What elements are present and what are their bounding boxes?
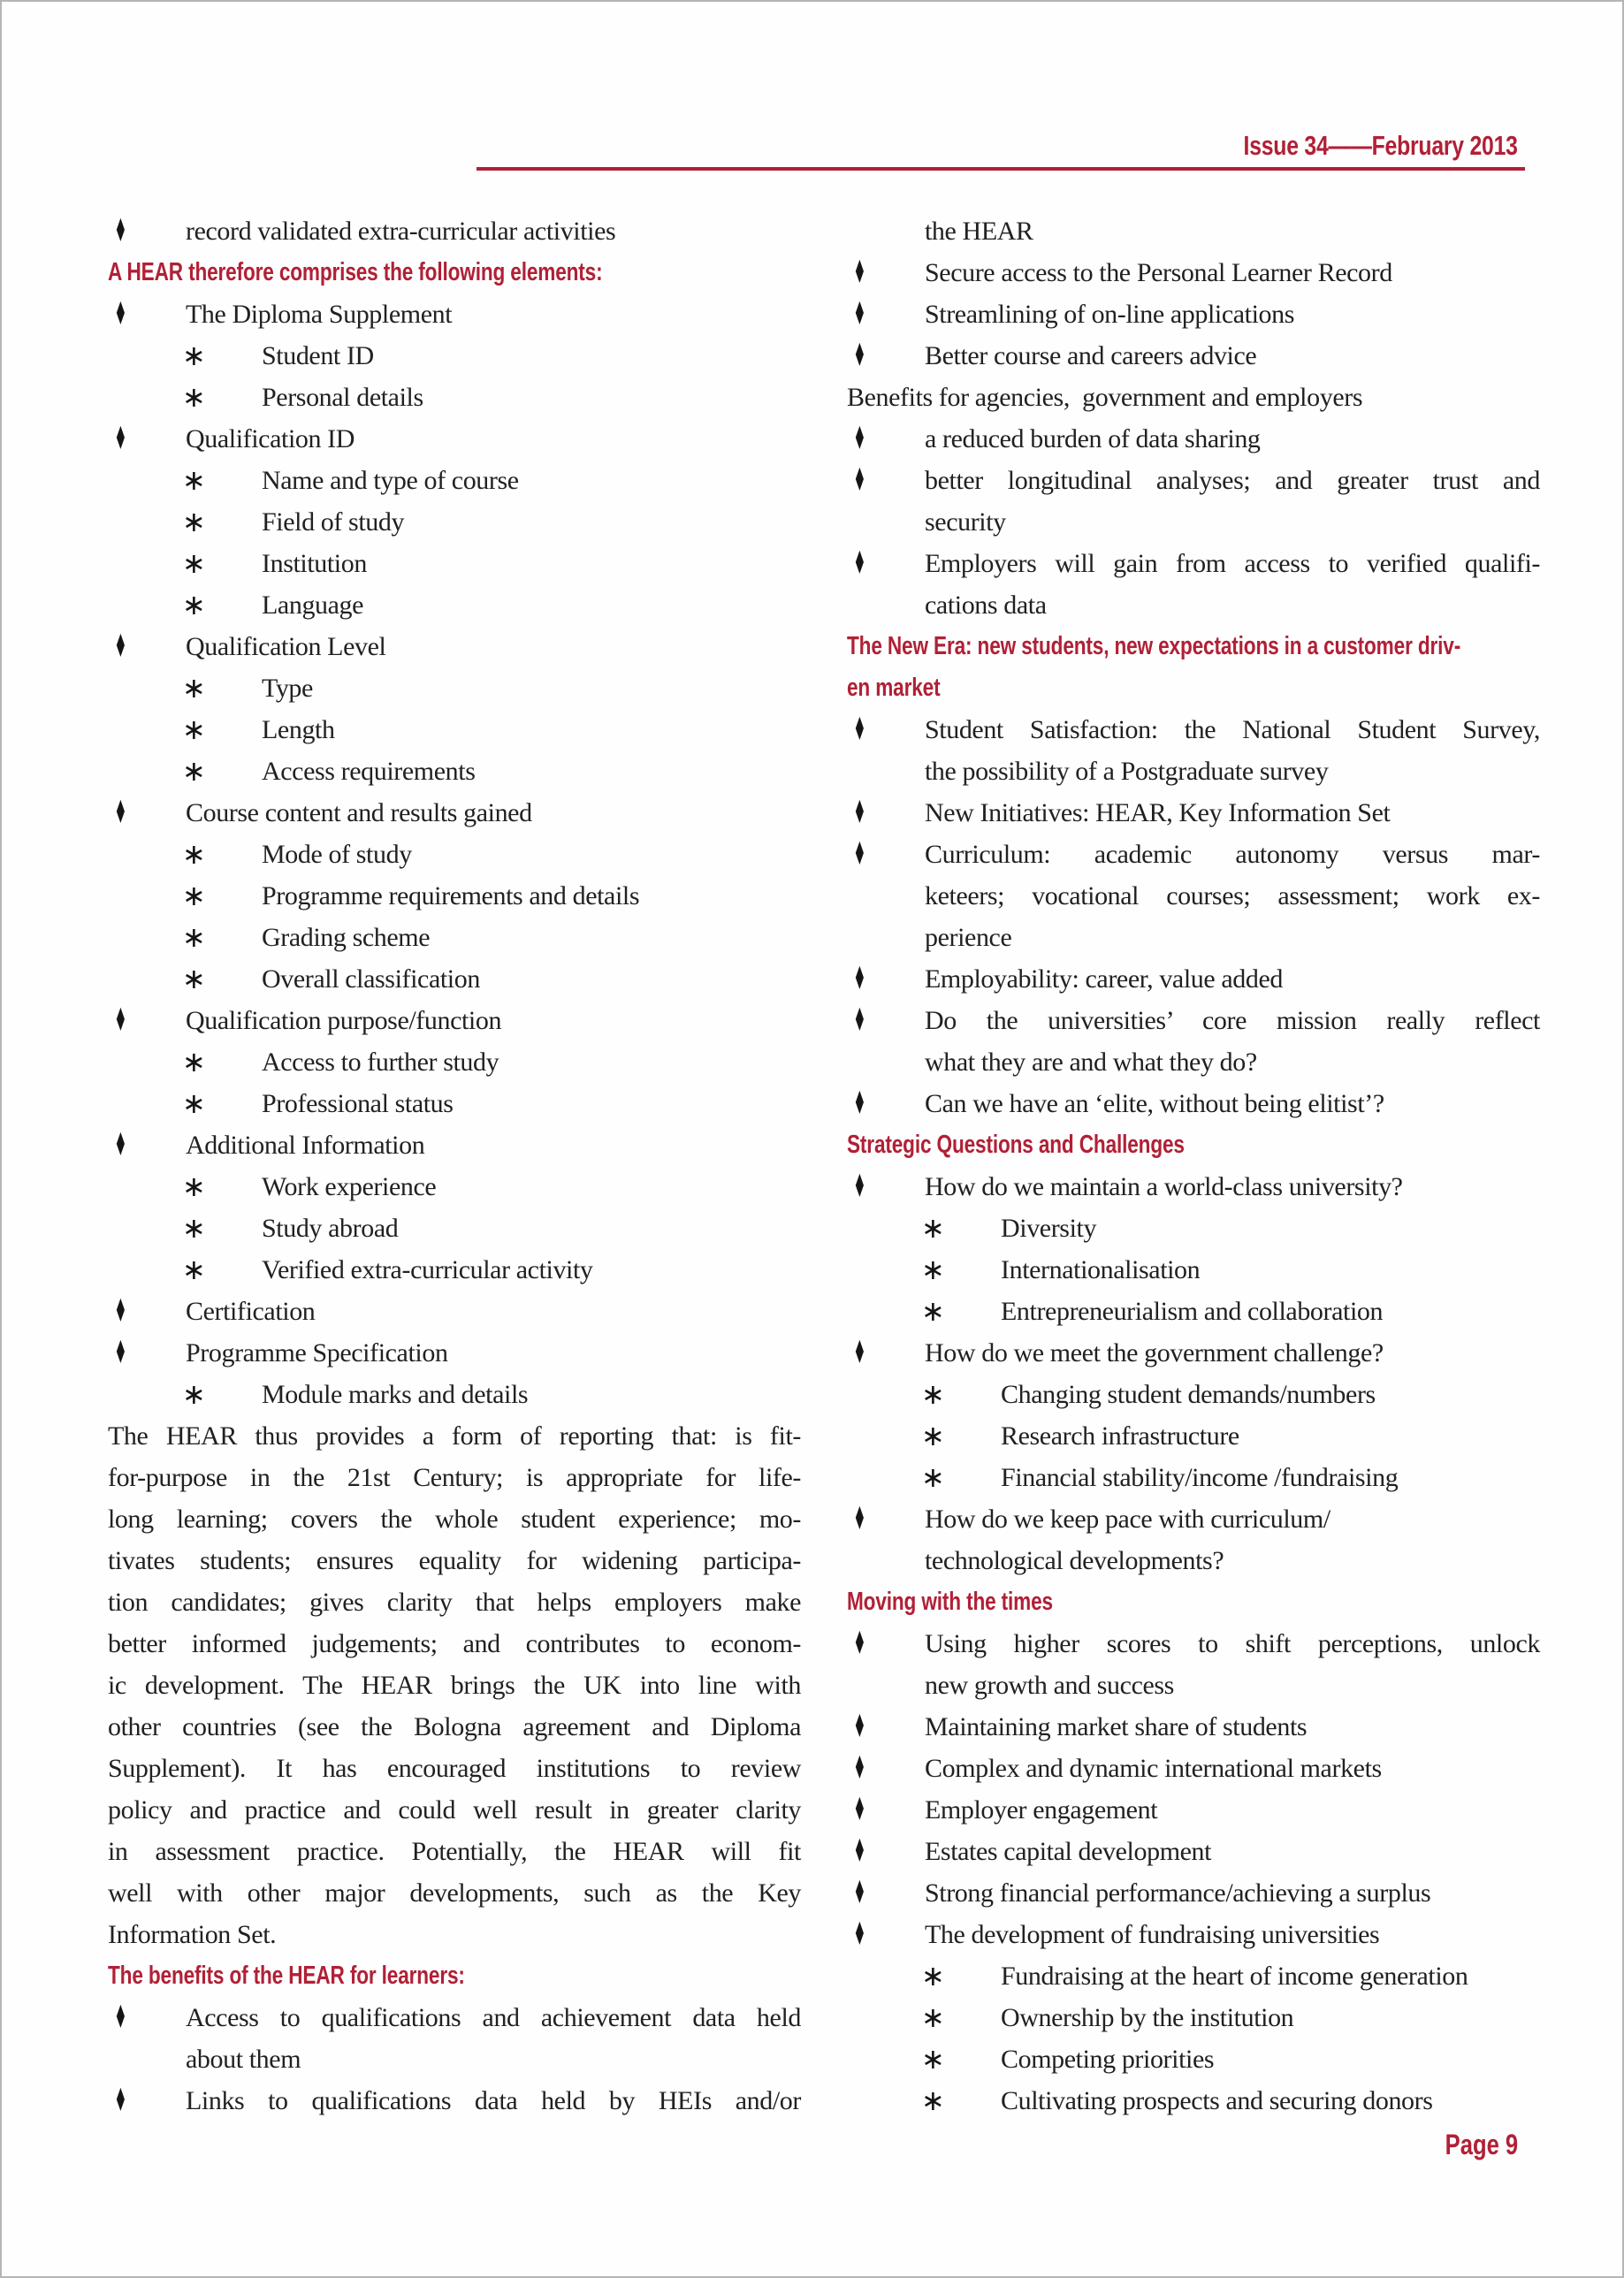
bullet-item [108,210,801,252]
bullet-item [108,418,801,460]
bullet-item [847,1623,1540,1706]
text-line: Access to qualifications and achievement data held [186,2003,801,2032]
diamond-bullet-icon: ♦ [853,296,866,332]
bullet-item [847,1083,1540,1124]
text-line: Links to qualifications data held by HEIs and/or [186,2086,801,2115]
bullet-item [108,1332,801,1374]
diamond-bullet-icon: ♦ [114,421,127,457]
issue-header: Issue 34——February 2013 [1243,130,1518,161]
text-line: Certification [186,1297,316,1326]
text-line: Secure access to the Personal Learner Record [925,258,1392,287]
text-line: Supplement). It has encouraged institutions to review [108,1754,801,1783]
text-line: Module marks and details [262,1380,529,1409]
sub-bullet-item [108,543,801,584]
asterisk-bullet-icon: ∗ [182,1086,206,1120]
diamond-bullet-icon: ♦ [853,1709,866,1745]
text-line: Qualification ID [186,424,355,453]
text-line: Maintaining market share of students [925,1712,1308,1741]
sub-bullet-item [108,460,801,501]
bullet-item [847,792,1540,834]
sub-bullet-item [847,1249,1540,1291]
text-line: Using higher scores to shift perceptions, unlock [925,1629,1540,1658]
bullet-item [847,1748,1540,1789]
text-line: Do the universities’ core mission really reflect [925,1006,1540,1035]
sub-bullet-item [108,377,801,418]
bullet-item [847,418,1540,460]
text-line: Mode of study [262,840,412,869]
text-line: Fundraising at the heart of income generation [1001,1962,1468,1991]
section-heading [847,1581,1540,1623]
asterisk-bullet-icon: ∗ [182,879,206,912]
asterisk-bullet-icon: ∗ [182,1211,206,1245]
asterisk-bullet-icon: ∗ [182,380,206,414]
bullet-item [108,1124,801,1166]
text-line: Employer engagement [925,1795,1158,1825]
asterisk-bullet-icon: ∗ [182,1377,206,1411]
diamond-bullet-icon: ♦ [114,1335,127,1371]
bullet-item [108,1997,801,2080]
text-line: Access requirements [262,757,476,786]
diamond-bullet-icon: ♦ [114,1293,127,1329]
sub-bullet-item [108,958,801,1000]
text-line: new growth and success [925,1671,1174,1700]
header-rule [477,167,1525,171]
asterisk-bullet-icon: ∗ [182,339,206,372]
text-line: Institution [262,549,367,578]
diamond-bullet-icon: ♦ [114,1127,127,1163]
bullet-item [847,1872,1540,1914]
text-line: Student Satisfaction: the National Student Survey, [925,715,1540,744]
text-line: about them [186,2045,301,2074]
text-line: the possibility of a Postgraduate survey [925,757,1329,786]
text-line: perience [925,923,1012,952]
text-line: Personal details [262,383,423,412]
text-line: How do we meet the government challenge? [925,1338,1384,1368]
diamond-bullet-icon: ♦ [853,462,866,499]
text-line: Length [262,715,335,744]
text-line: Can we have an ‘elite, without being elitist’? [925,1089,1384,1118]
diamond-bullet-icon: ♦ [853,1002,866,1039]
text-line: Name and type of course [262,466,519,495]
bullet-item [847,1000,1540,1083]
asterisk-bullet-icon: ∗ [182,1045,206,1078]
body-paragraph [108,1415,801,1955]
text-line: Employers will gain from access to verified qualifi- [925,549,1540,578]
diamond-bullet-icon: ♦ [853,1501,866,1537]
bullet-item [847,460,1540,543]
text-line: ic development. The HEAR brings the UK into line with [108,1671,801,1700]
diamond-bullet-icon: ♦ [853,1833,866,1870]
diamond-bullet-icon: ♦ [114,2000,127,2036]
asterisk-bullet-icon: ∗ [182,588,206,621]
text-line: record validated extra-curricular activities [186,217,616,246]
section-heading [108,252,801,293]
sub-bullet-item [108,1166,801,1208]
text-line: The New Era: new students, new expectations in a customer driv- [847,632,1461,660]
bullet-item [108,2080,801,2122]
diamond-bullet-icon: ♦ [114,629,127,665]
text-line: Information Set. [108,1920,277,1949]
text-line: Estates capital development [925,1837,1212,1866]
text-line: Moving with the times [847,1588,1053,1616]
text-line: Verified extra-curricular activity [262,1255,593,1284]
bullet-item [108,792,801,834]
asterisk-bullet-icon: ∗ [921,1294,945,1328]
sub-bullet-item [108,584,801,626]
text-line: Work experience [262,1172,437,1201]
diamond-bullet-icon: ♦ [853,1086,866,1122]
asterisk-bullet-icon: ∗ [182,671,206,705]
bullet-item [847,1166,1540,1208]
bullet-item [847,335,1540,377]
diamond-bullet-icon: ♦ [114,1002,127,1039]
text-line: tion candidates; gives clarity that helps employers make [108,1588,801,1617]
text-line: Strategic Questions and Challenges [847,1131,1185,1159]
left-column [108,210,801,2122]
diamond-bullet-icon: ♦ [853,338,866,374]
diamond-bullet-icon: ♦ [853,836,866,872]
sub-bullet-item [847,2038,1540,2080]
sub-bullet-item [108,1374,801,1415]
text-line: How do we maintain a world-class university? [925,1172,1403,1201]
text-line: Curriculum: academic autonomy versus mar- [925,840,1540,869]
sub-bullet-item [847,1955,1540,1997]
text-line: How do we keep pace with curriculum/ [925,1505,1330,1534]
sub-bullet-item [108,1083,801,1124]
text-line: Professional status [262,1089,454,1118]
text-line: well with other major developments, such as the Key [108,1878,801,1908]
text-line: Streamlining of on-line applications [925,300,1295,329]
text-line: The development of fundraising universities [925,1920,1380,1949]
bullet-item [108,626,801,667]
asterisk-bullet-icon: ∗ [182,505,206,538]
diamond-bullet-icon: ♦ [853,1875,866,1911]
bullet-item [108,293,801,335]
section-heading [847,626,1540,709]
text-line: Changing student demands/numbers [1001,1380,1376,1409]
asterisk-bullet-icon: ∗ [182,754,206,788]
diamond-bullet-icon: ♦ [853,421,866,457]
sub-bullet-item [108,1208,801,1249]
text-line: policy and practice and could well result in greater clarity [108,1795,801,1825]
bullet-item [847,1332,1540,1374]
diamond-bullet-icon: ♦ [853,961,866,997]
sub-bullet-item [847,1374,1540,1415]
text-line: Study abroad [262,1214,399,1243]
text-line: a reduced burden of data sharing [925,424,1261,453]
text-line: Access to further study [262,1048,499,1077]
text-line: Entrepreneurialism and collaboration [1001,1297,1384,1326]
continuation-text [847,210,1540,252]
text-line: Grading scheme [262,923,431,952]
text-line: long learning; covers the whole student experience; mo- [108,1505,801,1534]
text-line: Language [262,590,364,620]
section-heading [847,1124,1540,1166]
sub-bullet-item [108,875,801,917]
sub-bullet-item [847,2080,1540,2122]
bullet-item [847,543,1540,626]
text-line: The HEAR thus provides a form of reporting that: is fit- [108,1421,801,1451]
diamond-bullet-icon: ♦ [853,1916,866,1953]
diamond-bullet-icon: ♦ [853,545,866,582]
text-line: Research infrastructure [1001,1421,1239,1451]
text-line: Employability: career, value added [925,964,1284,994]
asterisk-bullet-icon: ∗ [921,1211,945,1245]
text-line: Complex and dynamic international markets [925,1754,1382,1783]
asterisk-bullet-icon: ∗ [182,463,206,497]
sub-bullet-item [847,1457,1540,1498]
text-line: better informed judgements; and contributes to econom- [108,1629,801,1658]
text-line: tivates students; ensures equality for widening participa- [108,1546,801,1575]
text-line: cations data [925,590,1047,620]
bullet-item [847,709,1540,792]
text-line: Benefits for agencies, government and employers [847,383,1363,412]
plain-text-line [847,377,1540,418]
text-line: in assessment practice. Potentially, the HEAR will fit [108,1837,801,1866]
asterisk-bullet-icon: ∗ [182,1253,206,1286]
diamond-bullet-icon: ♦ [853,1792,866,1828]
text-line: Ownership by the institution [1001,2003,1294,2032]
sub-bullet-item [108,335,801,377]
text-line: Qualification purpose/function [186,1006,502,1035]
bullet-item [108,1291,801,1332]
asterisk-bullet-icon: ∗ [921,2000,945,2034]
text-line: Cultivating prospects and securing donors [1001,2086,1433,2115]
text-line: other countries (see the Bologna agreement and Diploma [108,1712,801,1741]
text-line: security [925,507,1006,537]
text-line: The Diploma Supplement [186,300,453,329]
sub-bullet-item [108,1249,801,1291]
text-line: the HEAR [925,217,1033,246]
bullet-item [847,1498,1540,1581]
text-line: what they are and what they do? [925,1048,1257,1077]
text-line: technological developments? [925,1546,1224,1575]
sub-bullet-item [108,834,801,875]
diamond-bullet-icon: ♦ [114,213,127,249]
asterisk-bullet-icon: ∗ [182,920,206,954]
sub-bullet-item [108,501,801,543]
page-number: Page 9 [1445,2129,1518,2160]
diamond-bullet-icon: ♦ [114,296,127,332]
text-line: Programme requirements and details [262,881,640,910]
text-line: The benefits of the HEAR for learners: [108,1962,465,1990]
text-line: Student ID [262,341,374,370]
diamond-bullet-icon: ♦ [853,1169,866,1205]
bullet-item [847,1914,1540,1955]
asterisk-bullet-icon: ∗ [921,1377,945,1411]
diamond-bullet-icon: ♦ [853,795,866,831]
bullet-item [108,1000,801,1041]
bullet-item [847,252,1540,293]
text-line: en market [847,674,941,702]
text-line: Overall classification [262,964,480,994]
text-line: Field of study [262,507,405,537]
bullet-item [847,1831,1540,1872]
asterisk-bullet-icon: ∗ [182,962,206,995]
section-heading [108,1955,801,1997]
sub-bullet-item [108,750,801,792]
text-line: better longitudinal analyses; and greater trust and [925,466,1540,495]
diamond-bullet-icon: ♦ [114,2083,127,2119]
diamond-bullet-icon: ♦ [853,255,866,291]
text-line: Additional Information [186,1131,425,1160]
text-line: New Initiatives: HEAR, Key Information Set [925,798,1391,827]
asterisk-bullet-icon: ∗ [182,546,206,580]
diamond-bullet-icon: ♦ [114,795,127,831]
text-line: keteers; vocational courses; assessment; work ex- [925,881,1540,910]
asterisk-bullet-icon: ∗ [921,2084,945,2117]
text-line: Strong financial performance/achieving a surplus [925,1878,1431,1908]
diamond-bullet-icon: ♦ [853,1626,866,1662]
bullet-item [847,958,1540,1000]
bullet-item [847,834,1540,958]
text-line: A HEAR therefore comprises the following elements: [108,258,603,286]
text-line: Competing priorities [1001,2045,1215,2074]
right-column [847,210,1540,2122]
text-line: Type [262,674,313,703]
asterisk-bullet-icon: ∗ [921,1959,945,1992]
sub-bullet-item [847,1415,1540,1457]
content-columns [108,210,1540,2122]
asterisk-bullet-icon: ∗ [921,2042,945,2076]
sub-bullet-item [108,667,801,709]
bullet-item [847,1706,1540,1748]
asterisk-bullet-icon: ∗ [182,712,206,746]
sub-bullet-item [847,1997,1540,2038]
sub-bullet-item [108,917,801,958]
text-line: for-purpose in the 21st Century; is appropriate for life- [108,1463,801,1492]
text-line: Diversity [1001,1214,1097,1243]
sub-bullet-item [108,1041,801,1083]
asterisk-bullet-icon: ∗ [921,1419,945,1452]
text-line: Financial stability/income /fundraising [1001,1463,1399,1492]
bullet-item [847,1789,1540,1831]
asterisk-bullet-icon: ∗ [921,1460,945,1494]
text-line: Better course and careers advice [925,341,1257,370]
diamond-bullet-icon: ♦ [853,1750,866,1787]
bullet-item [847,293,1540,335]
sub-bullet-item [847,1291,1540,1332]
sub-bullet-item [108,709,801,750]
diamond-bullet-icon: ♦ [853,712,866,748]
text-line: Qualification Level [186,632,386,661]
text-line: Internationalisation [1001,1255,1201,1284]
asterisk-bullet-icon: ∗ [182,1169,206,1203]
asterisk-bullet-icon: ∗ [921,1253,945,1286]
asterisk-bullet-icon: ∗ [182,837,206,871]
sub-bullet-item [847,1208,1540,1249]
text-line: Course content and results gained [186,798,532,827]
text-line: Programme Specification [186,1338,448,1368]
diamond-bullet-icon: ♦ [853,1335,866,1371]
